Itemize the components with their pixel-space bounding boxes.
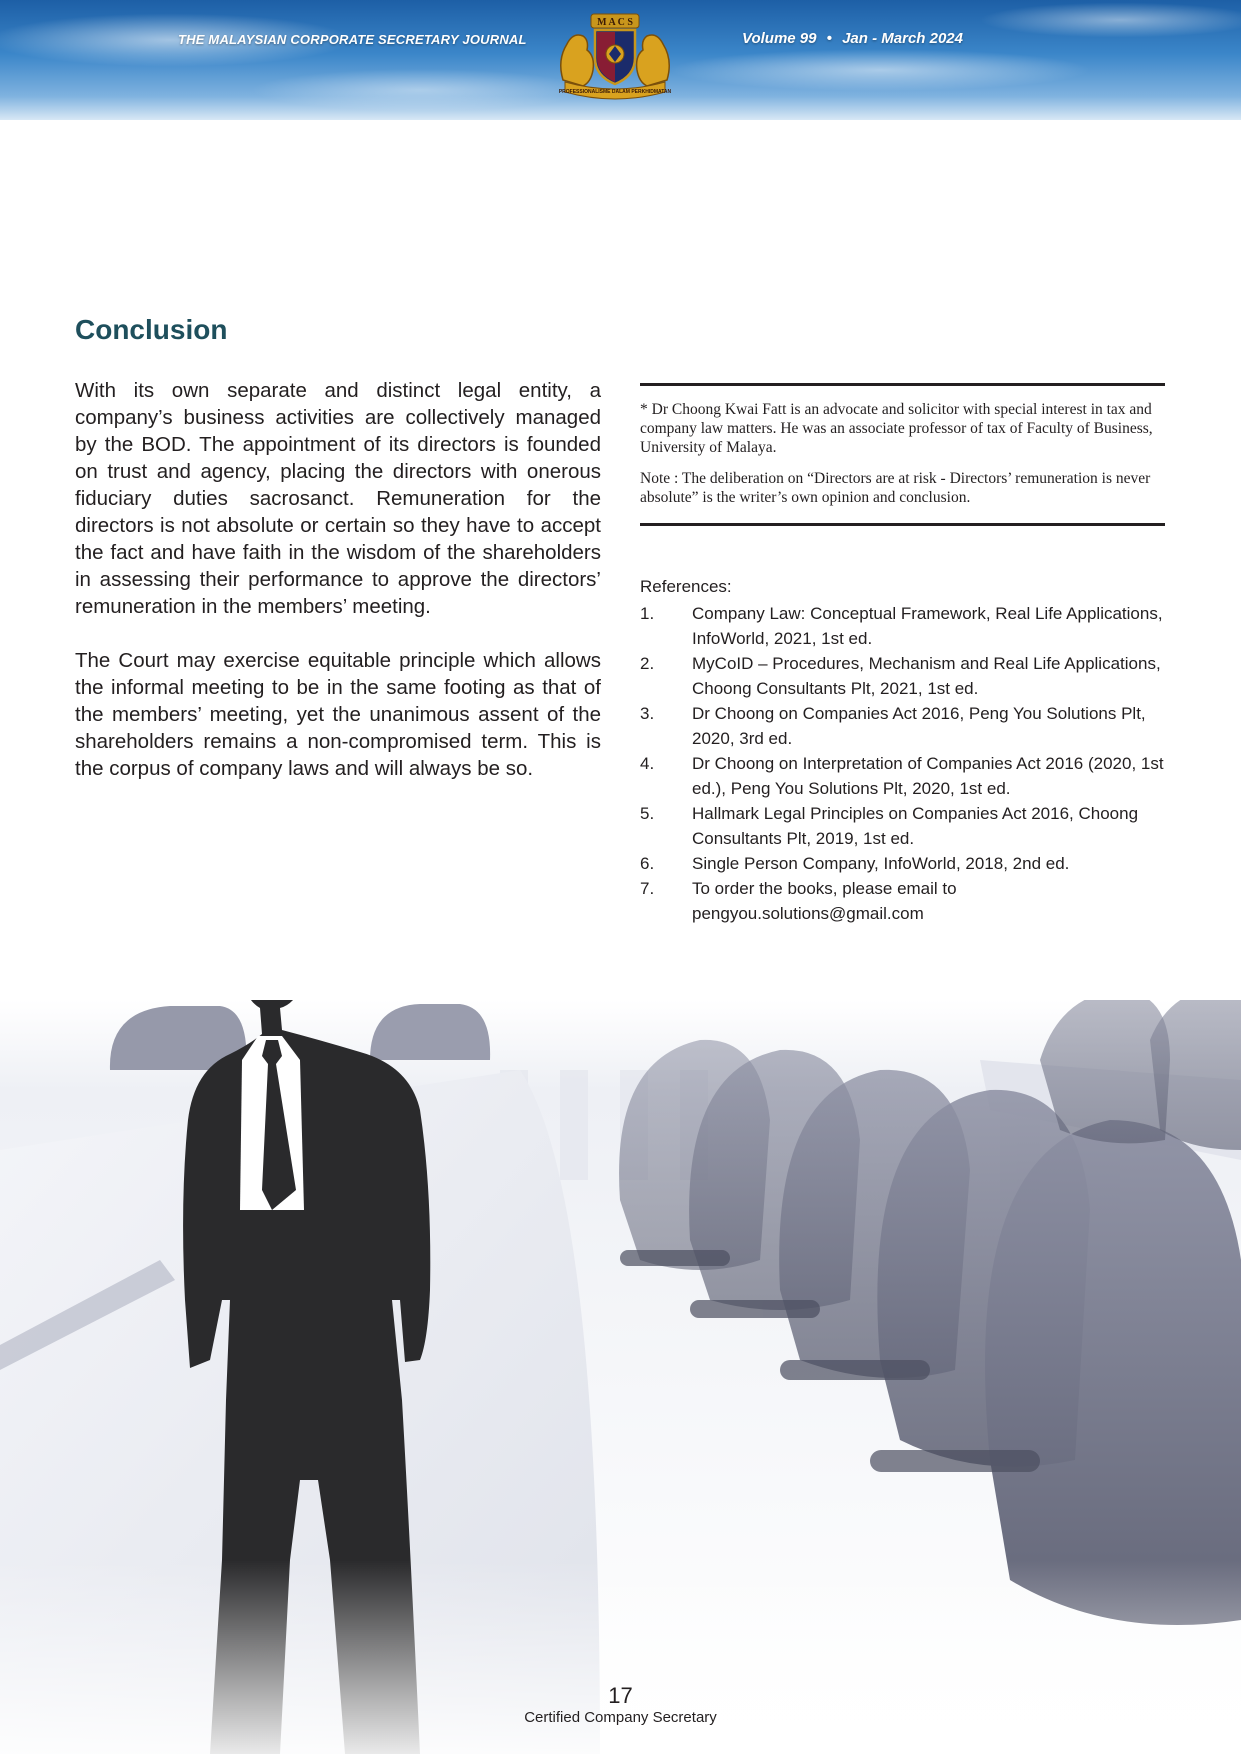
journal-title: THE MALAYSIAN CORPORATE SECRETARY JOURNAL	[178, 32, 527, 47]
reference-number: 6.	[640, 854, 655, 873]
reference-text: Company Law: Conceptual Framework, Real Life Applications, InfoWorld, 2021, 1st ed.	[692, 604, 1163, 648]
volume-number: Volume 99	[742, 30, 817, 47]
reference-item	[640, 801, 1170, 851]
page-header-banner	[0, 0, 1241, 120]
reference-item	[640, 851, 1170, 876]
maicsa-crest-icon	[553, 10, 677, 102]
issue-info	[742, 30, 969, 47]
issue-date: Jan - March 2024	[842, 30, 963, 47]
boardroom-businessman-illustration	[0, 1000, 1241, 1754]
reference-item	[640, 651, 1170, 701]
reference-number: 1.	[640, 604, 655, 623]
separator: •	[826, 30, 832, 47]
page-number: 17	[608, 1683, 633, 1708]
footer-label: Certified Company Secretary	[524, 1709, 717, 1726]
reference-number: 5.	[640, 804, 655, 823]
reference-number: 4.	[640, 754, 655, 773]
reference-item	[640, 701, 1170, 751]
author-note-box	[640, 383, 1165, 526]
author-disclaimer: Note : The deliberation on “Directors are at risk - Directors’ remuneration is never absolute” is the writer’s own opinion and conclusion.	[640, 470, 1151, 506]
crest-letters: M A C S	[597, 17, 633, 28]
references-title: References:	[640, 577, 732, 596]
reference-text: MyCoID – Procedures, Mechanism and Real Life Applications, Choong Consultants Plt, 2021, 1st ed.	[692, 654, 1161, 698]
body-paragraph: With its own separate and distinct legal entity, a company’s business activities are collectively managed by the BOD. The appointment of its directors is founded on trust and agency, placing the directors with onerous fiduciary duties sacrosanct. Remuneration for the directors is not absolute or certain so they have to accept the fact and have faith in the wisdom of the shareholders in assessing their performance to approve the directors’ remuneration in the members’ meeting.	[75, 379, 601, 618]
body-paragraph: The Court may exercise equitable principle which allows the informal meeting to be in the same footing as that of the members’ meeting, yet the unanimous assent of the shareholders remains a non-compromised term. This is the corpus of company laws and will always be so.	[75, 649, 601, 780]
reference-item	[640, 601, 1170, 651]
crest-motto: PROFESSIONALISME DALAM PERKHIDMATAN	[558, 89, 672, 95]
reference-number: 3.	[640, 704, 655, 723]
reference-text: Dr Choong on Companies Act 2016, Peng You Solutions Plt, 2020, 3rd ed.	[692, 704, 1146, 748]
section-heading: Conclusion	[75, 314, 228, 345]
reference-number: 7.	[640, 879, 655, 898]
reference-text: Hallmark Legal Principles on Companies Act 2016, Choong Consultants Plt, 2019, 1st ed.	[692, 804, 1139, 848]
reference-text: Dr Choong on Interpretation of Companies Act 2016 (2020, 1st ed.), Peng You Solutions Plt, 2020, 1st ed.	[692, 754, 1164, 798]
reference-text: Single Person Company, InfoWorld, 2018, 2nd ed.	[692, 854, 1070, 873]
article-body	[75, 377, 601, 809]
references-list	[640, 575, 1170, 926]
reference-item	[640, 876, 1170, 926]
reference-number: 2.	[640, 654, 655, 673]
reference-text: To order the books, please email to pengyou.solutions@gmail.com	[692, 879, 957, 923]
reference-item	[640, 751, 1170, 801]
author-bio: * Dr Choong Kwai Fatt is an advocate and solicitor with special interest in tax and company law matters. He was an associate professor of tax of Faculty of Business, University of Malaya.	[640, 401, 1153, 456]
